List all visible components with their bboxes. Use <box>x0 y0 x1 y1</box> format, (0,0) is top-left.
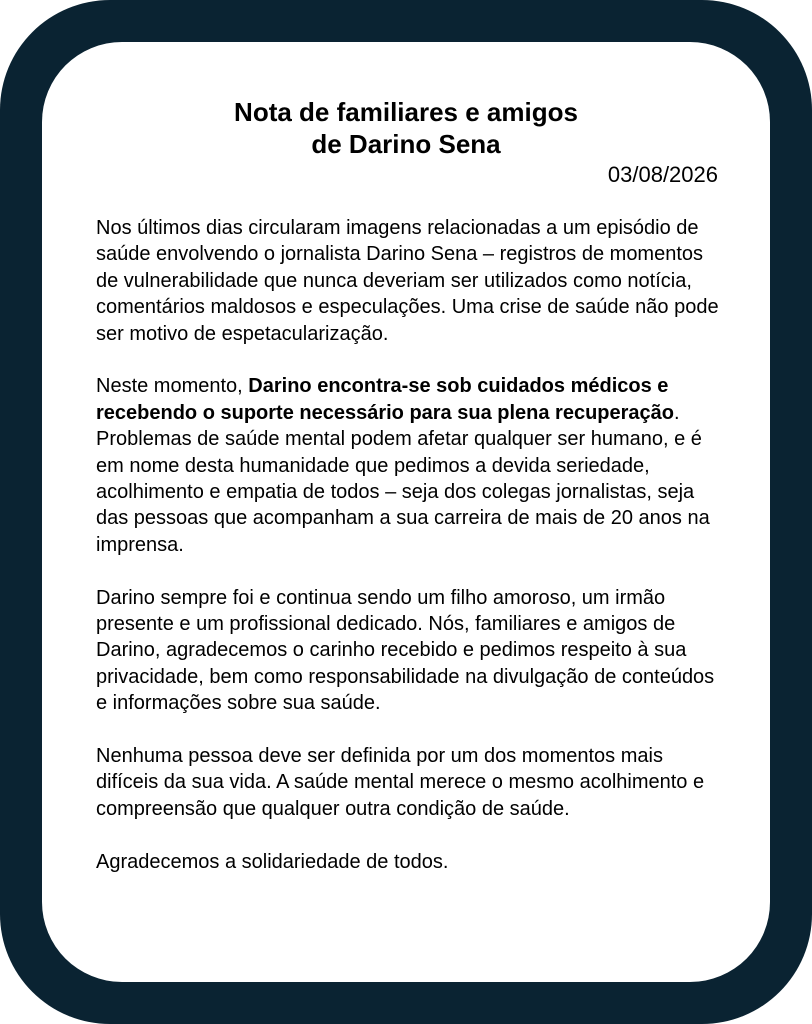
paragraph-3: Darino sempre foi e continua sendo um filho amoroso, um irmão presente e um profissional dedicado. Nós, familiares e amigos de Darino, agradecemos o carinho recebido e pedimos respeito à sua privacidade, bem como responsabilidade na divulgação de conteúdos e informações sobre sua saúde. <box>96 586 715 715</box>
paragraph-4: Nenhuma pessoa deve ser definida por um dos momentos mais difíceis da sua vida. A saúde mental merece o mesmo acolhimento e compreensão que qualquer outra condição de saúde. <box>96 745 705 820</box>
note-title-line-1: Nota de familiares e amigos <box>234 97 578 127</box>
paragraph-2-highlight: Darino encontra-se sob cuidados médicos e recebendo o suporte necessário para sua plena recuperação <box>96 375 675 424</box>
paragraph-2-rest: . Problemas de saúde mental podem afetar qualquer ser humano, e é em nome desta humanidade que pedimos a devida seriedade, acolhimento e empatia de todos – seja dos colegas jornalistas, seja das pessoas que acompanham a sua carreira de mais de 20 anos na imprensa. <box>96 401 710 556</box>
paragraph-1: Nos últimos dias circularam imagens relacionadas a um episódio de saúde envolvendo o jornalista Darino Sena – registros de momentos de vulnerabilidade que nunca deveriam ser utilizados como notícia, comentários maldosos e especulações. Uma crise de saúde não pode ser motivo de espetacularização. <box>96 217 719 345</box>
paragraph-2-intro: Neste momento, <box>96 375 249 398</box>
paragraph-2 <box>96 373 726 558</box>
note-date: 03/08/2026 <box>607 162 718 187</box>
note-title-line-2: de Darino Sena <box>311 129 501 159</box>
note-card <box>42 42 770 982</box>
note-title <box>42 96 770 160</box>
paragraph-5: Agradecemos a solidariedade de todos. <box>96 850 449 873</box>
note-body <box>96 215 726 875</box>
